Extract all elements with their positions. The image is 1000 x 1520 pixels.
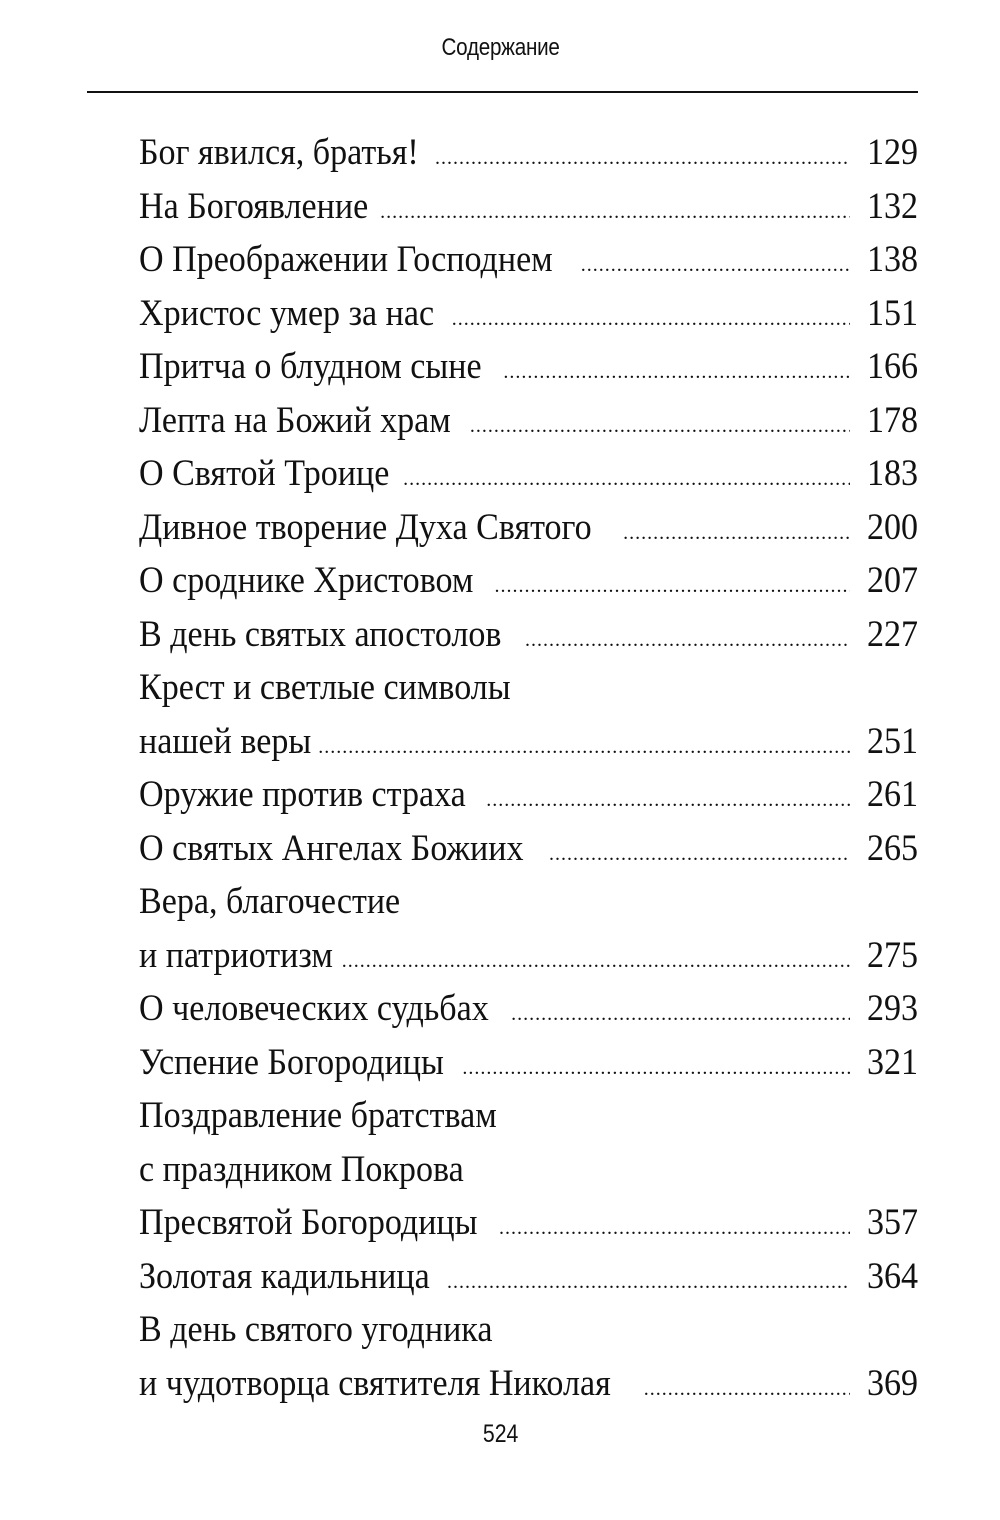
dot-leader [644, 1363, 850, 1417]
toc-entry-title: нашей веры [139, 720, 312, 762]
toc-entry [139, 340, 918, 394]
table-of-contents [139, 126, 918, 1410]
toc-entry-page: 265 [866, 827, 918, 869]
dot-leader [452, 293, 850, 347]
toc-entry-page: 251 [866, 720, 918, 762]
toc-entry-title: Лепта на Божий храм [139, 399, 451, 441]
dot-leader [342, 935, 850, 989]
toc-entry-title: Христос умер за нас [139, 292, 435, 334]
toc-entry-line [139, 1303, 918, 1357]
dot-leader [486, 774, 850, 828]
toc-entry-line [139, 287, 918, 341]
toc-entry-page: 207 [866, 560, 918, 601]
dot-leader [435, 132, 850, 186]
toc-entry-line [139, 822, 918, 876]
toc-entry-line [139, 1036, 918, 1090]
toc-entry-title: О человеческих судьбах [139, 988, 489, 1029]
toc-entry [139, 982, 918, 1036]
toc-entry [139, 608, 918, 662]
toc-entry-line [139, 715, 918, 769]
dot-leader [495, 560, 850, 614]
toc-entry [139, 554, 918, 608]
toc-entry-page: 178 [866, 399, 918, 441]
toc-entry-line [139, 126, 918, 180]
toc-entry-line [139, 1143, 918, 1197]
dot-leader [318, 721, 850, 775]
toc-entry-line [139, 661, 918, 715]
toc-entry-line [139, 875, 918, 929]
dot-leader [447, 1256, 850, 1310]
dot-leader [403, 453, 850, 507]
dot-leader [503, 346, 850, 400]
toc-entry-page: 364 [866, 1255, 918, 1297]
toc-entry-line [139, 982, 918, 1036]
running-head-title: Содержание [441, 34, 560, 61]
toc-entry [139, 287, 918, 341]
toc-entry-title: Вера, благочестие [139, 881, 401, 922]
toc-entry-page: 227 [866, 613, 918, 655]
toc-entry-title: Золотая кадильница [139, 1255, 430, 1297]
toc-entry [139, 126, 918, 180]
toc-entry-line [139, 1196, 918, 1250]
toc-entry-title: В день святых апостолов [139, 613, 502, 655]
toc-entry-line [139, 554, 918, 608]
toc-entry-line [139, 180, 918, 234]
toc-entry-title: Оружие против страха [139, 774, 466, 815]
toc-entry [139, 447, 918, 501]
toc-entry-title: О Святой Троице [139, 453, 390, 494]
toc-entry-line [139, 929, 918, 983]
toc-entry-title: и чудотворца святителя Николая [139, 1362, 611, 1404]
toc-entry [139, 394, 918, 448]
dot-leader [525, 614, 850, 668]
toc-entry [139, 1303, 918, 1410]
toc-entry-page: 200 [866, 506, 918, 548]
toc-entry-page: 183 [866, 453, 918, 494]
toc-entry-title: Крест и светлые символы [139, 667, 511, 708]
toc-entry-title: с праздником Покрова [139, 1148, 464, 1190]
toc-entry-page: 261 [866, 774, 918, 815]
dot-leader [581, 239, 850, 293]
toc-entry-line [139, 608, 918, 662]
toc-entry-line [139, 501, 918, 555]
toc-entry-title: Поздравление братствам [139, 1095, 497, 1136]
header-rule [87, 91, 918, 93]
toc-entry-title: О святых Ангелах Божиих [139, 827, 524, 869]
toc-entry-page: 293 [866, 988, 918, 1029]
toc-entry-page: 138 [866, 239, 918, 280]
toc-entry-page: 275 [866, 934, 918, 976]
toc-entry-page: 369 [866, 1362, 918, 1404]
dot-leader [380, 186, 850, 240]
toc-entry [139, 661, 918, 768]
toc-entry-title: В день святого угодника [139, 1309, 493, 1350]
toc-entry-title: На Богоявление [139, 185, 369, 227]
toc-entry-line [139, 394, 918, 448]
toc-entry [139, 180, 918, 234]
toc-entry-title: Притча о блудном сыне [139, 346, 482, 387]
toc-entry-title: Успение Богородицы [139, 1041, 444, 1083]
dot-leader [499, 1202, 850, 1256]
toc-entry-title: Бог явился, братья! [139, 132, 419, 173]
toc-entry-line [139, 1357, 918, 1411]
toc-entry [139, 1036, 918, 1090]
toc-entry-title: Дивное творение Духа Святого [139, 506, 592, 548]
toc-entry-page: 129 [866, 132, 918, 173]
toc-entry [139, 1089, 918, 1250]
dot-leader [511, 988, 850, 1042]
page-number: 524 [482, 1420, 519, 1448]
toc-entry-line [139, 233, 918, 287]
toc-entry-line [139, 1089, 918, 1143]
toc-entry [139, 768, 918, 822]
toc-entry-page: 321 [866, 1041, 918, 1083]
toc-entry-line [139, 447, 918, 501]
toc-entry-page: 132 [866, 185, 918, 227]
dot-leader [470, 400, 850, 454]
toc-entry [139, 875, 918, 982]
toc-entry-page: 357 [866, 1202, 918, 1243]
toc-entry-title: О сроднике Христовом [139, 560, 474, 601]
toc-entry-page: 166 [866, 346, 918, 387]
toc-entry-page: 151 [866, 292, 918, 334]
toc-entry-line [139, 1250, 918, 1304]
toc-entry-line [139, 768, 918, 822]
toc-entry [139, 233, 918, 287]
toc-entry [139, 1250, 918, 1304]
toc-entry-title: Пресвятой Богородицы [139, 1202, 478, 1243]
toc-entry-line [139, 340, 918, 394]
toc-entry-title: О Преображении Господнем [139, 239, 553, 280]
dot-leader [623, 507, 850, 561]
dot-leader [549, 828, 850, 882]
toc-entry [139, 501, 918, 555]
toc-entry [139, 822, 918, 876]
toc-entry-title: и патриотизм [139, 934, 333, 976]
dot-leader [462, 1042, 850, 1096]
